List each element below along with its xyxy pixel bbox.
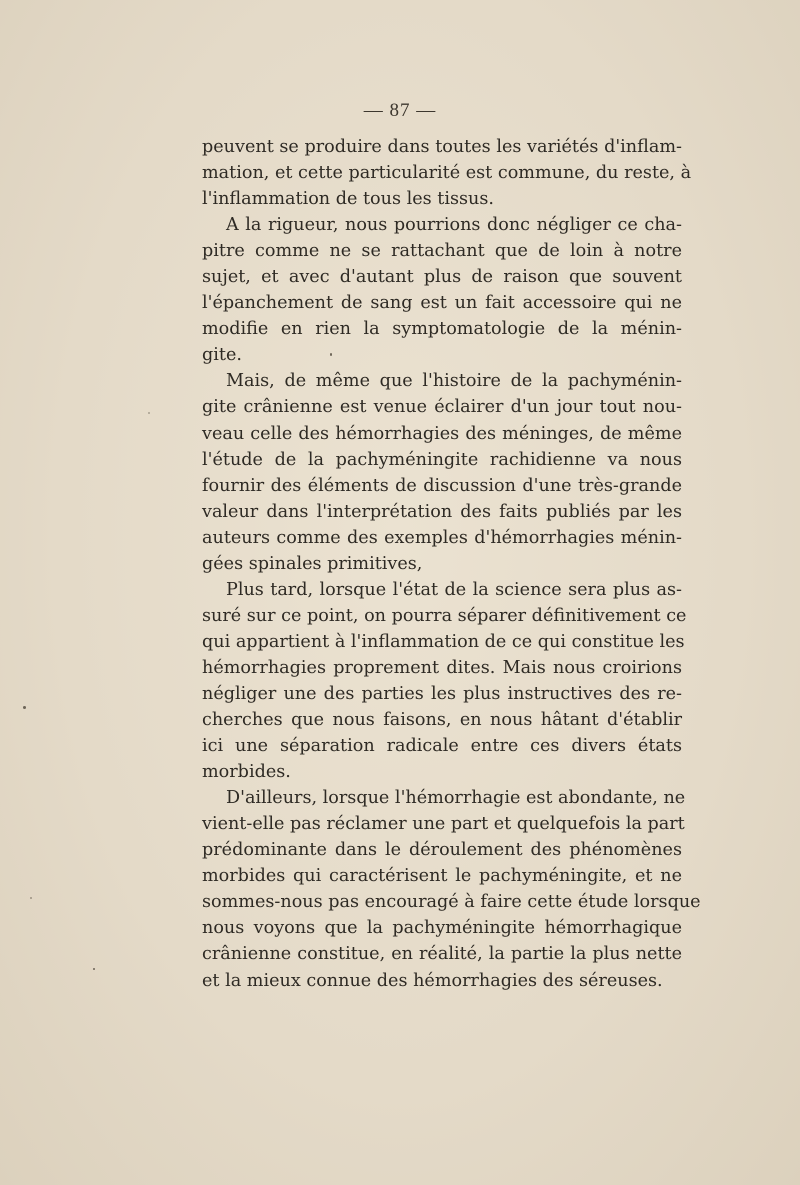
paper-speck — [93, 968, 95, 970]
paper-speck — [23, 706, 26, 709]
text-line: nous voyons que la pachyméningite hémorrhagique — [202, 918, 682, 939]
text-line: auteurs comme des exemples d'hémorrhagies ménin- — [202, 527, 682, 548]
text-line: cherches que nous faisons, en nous hâtant d'établir — [202, 710, 682, 731]
text-line: fournir des éléments de discussion d'une très-grande — [202, 475, 682, 496]
paper-speck — [330, 353, 332, 356]
text-line: peuvent se produire dans toutes les variétés d'inflam- — [202, 137, 682, 157]
text-line: gées spinales primitives, — [202, 553, 423, 574]
text-line: ici une séparation radicale entre ces divers états — [202, 736, 682, 757]
text-line: valeur dans l'interprétation des faits publiés par les — [202, 501, 682, 522]
text-line: veau celle des hémorrhagies des méninges, de même — [202, 423, 682, 444]
text-line: pitre comme ne se rattachant que de loin à notre — [202, 241, 682, 262]
text-line: suré sur ce point, on pourra séparer définitivement ce — [202, 605, 687, 626]
text-line: morbides qui caractérisent le pachyméningite, et ne — [202, 866, 682, 887]
text-line: qui appartient à l'inflammation de ce qui constitue les — [202, 631, 685, 652]
text-line: l'étude de la pachyméningite rachidienne va nous — [202, 449, 682, 470]
text-line: vient-elle pas réclamer une part et quelquefois la part — [202, 814, 685, 835]
text-line: sommes-nous pas encouragé à faire cette étude lorsque — [202, 892, 701, 913]
text-line: l'inflammation de tous les tissus. — [202, 189, 494, 210]
text-line: Plus tard, lorsque l'état de la science sera plus as- — [226, 579, 682, 600]
text-line: mation, et cette particularité est commune, du reste, à — [202, 163, 692, 184]
text-line: D'ailleurs, lorsque l'hémorrhagie est abondante, ne — [226, 788, 686, 809]
text-line: hémorrhagies proprement dites. Mais nous croirions — [202, 657, 682, 678]
text-line: gite. — [202, 345, 242, 366]
text-line: négliger une des parties les plus instructives des re- — [202, 683, 682, 704]
text-line: morbides. — [202, 762, 291, 783]
paper-speck — [30, 897, 32, 899]
text-line: sujet, et avec d'autant plus de raison que souvent — [202, 267, 682, 288]
page-number: — 87 — — [363, 100, 437, 121]
text-line: l'épanchement de sang est un fait accessoire qui ne — [202, 293, 682, 314]
body-text — [202, 134, 701, 994]
text-line: modifie en rien la symptomatologie de la ménin- — [202, 319, 682, 340]
text-line: gite crânienne est venue éclairer d'un jour tout nou- — [202, 397, 682, 418]
text-line: prédominante dans le déroulement des phénomènes — [202, 840, 682, 861]
paper-speck — [148, 412, 150, 414]
text-line: Mais, de même que l'histoire de la pachyménin- — [226, 371, 682, 392]
text-line: crânienne constitue, en réalité, la partie la plus nette — [202, 944, 682, 965]
text-line: et la mieux connue des hémorrhagies des séreuses. — [202, 970, 663, 991]
text-line: A la rigueur, nous pourrions donc négliger ce cha- — [226, 215, 682, 236]
